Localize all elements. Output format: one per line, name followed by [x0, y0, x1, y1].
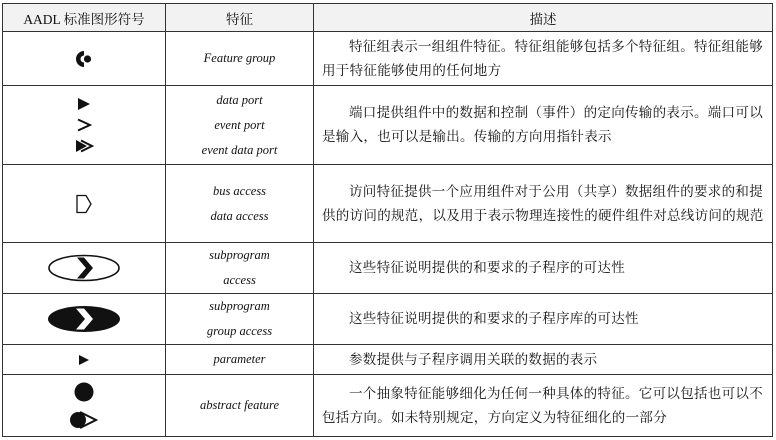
symbol-cell — [3, 294, 166, 345]
symbol-cell — [3, 345, 166, 375]
feature-name: Feature group — [203, 51, 276, 65]
symbol-cell — [3, 165, 166, 243]
feature-name: abstract feature — [199, 398, 280, 412]
description-text: 访问特征提供一个应用组件对于公用（共享）数据组件的要求的和提供的访问的规范，以及用于表示物理连接性的硬件组件对总线访问的规范 — [322, 183, 764, 223]
description-text: 参数提供与子程序调用关联的数据的表示 — [349, 351, 598, 367]
table-row — [3, 375, 773, 437]
feature-name: bus access — [212, 183, 267, 198]
feature-cell — [166, 243, 314, 294]
data-port-icon — [76, 97, 92, 111]
symbol-cell — [3, 86, 166, 165]
subprogram-access-icon — [47, 253, 121, 283]
feature-name: subprogram — [209, 248, 270, 262]
feature-name: access — [223, 273, 256, 287]
header-description: 描述 — [314, 4, 773, 32]
event-port-icon — [76, 118, 92, 132]
description-cell — [314, 243, 773, 294]
description-cell — [314, 294, 773, 345]
feature-name: group access — [206, 324, 273, 338]
subprogram-group-access-icon — [46, 304, 122, 334]
description-text: 端口提供组件中的数据和控制（事件）的定向传输的表示。端口可以是输入，也可以是输出。传输的方向用指针表示 — [322, 105, 763, 144]
feature-name: data port — [216, 92, 263, 107]
table-row — [3, 165, 773, 243]
feature-name: subprogram — [209, 299, 270, 313]
symbol-cell — [3, 32, 166, 86]
feature-group-icon — [74, 50, 94, 68]
description-text: 一个抽象特征能够细化为任何一种具体的特征。它可以包括也可以不包括方向。如未特别规定，方向定义为特征细化的一部分 — [322, 385, 763, 425]
feature-cell — [166, 294, 314, 345]
feature-cell — [166, 32, 314, 86]
table-row — [3, 243, 773, 294]
description-text: 这些特征说明提供的和要求的子程序的可达性 — [349, 260, 625, 275]
feature-name: data access — [210, 208, 269, 223]
feature-cell — [166, 375, 314, 437]
table-row — [3, 294, 773, 345]
table-header-row — [3, 4, 773, 32]
abstract-feature-icon — [73, 381, 95, 403]
symbol-cell — [3, 375, 166, 437]
directional-abstract-feature-icon — [69, 409, 99, 431]
feature-name: parameter — [213, 352, 266, 366]
header-feature: 特征 — [166, 4, 314, 32]
symbol-cell — [3, 243, 166, 294]
description-cell — [314, 86, 773, 165]
table-row — [3, 32, 773, 86]
description-cell — [314, 375, 773, 437]
feature-cell — [166, 86, 314, 165]
description-text: 特征组表示一组组件特征。特征组能够包括多个特征组。特征组能够用于特征能够使用的任何地方 — [322, 38, 763, 78]
feature-name: event data port — [201, 142, 278, 157]
event-data-port-icon — [74, 139, 94, 153]
feature-cell — [166, 165, 314, 243]
header-symbol: AADL 标准图形符号 — [3, 4, 166, 32]
feature-cell — [166, 345, 314, 375]
description-text: 这些特征说明提供的和要求的子程序库的可达性 — [349, 311, 639, 326]
bus-access-icon — [75, 194, 93, 214]
table-row — [3, 345, 773, 375]
feature-name: event port — [214, 117, 265, 132]
aadl-feature-table — [2, 3, 773, 437]
description-cell — [314, 165, 773, 243]
description-cell — [314, 345, 773, 375]
table-row — [3, 86, 773, 165]
description-cell — [314, 32, 773, 86]
parameter-icon — [77, 354, 91, 366]
